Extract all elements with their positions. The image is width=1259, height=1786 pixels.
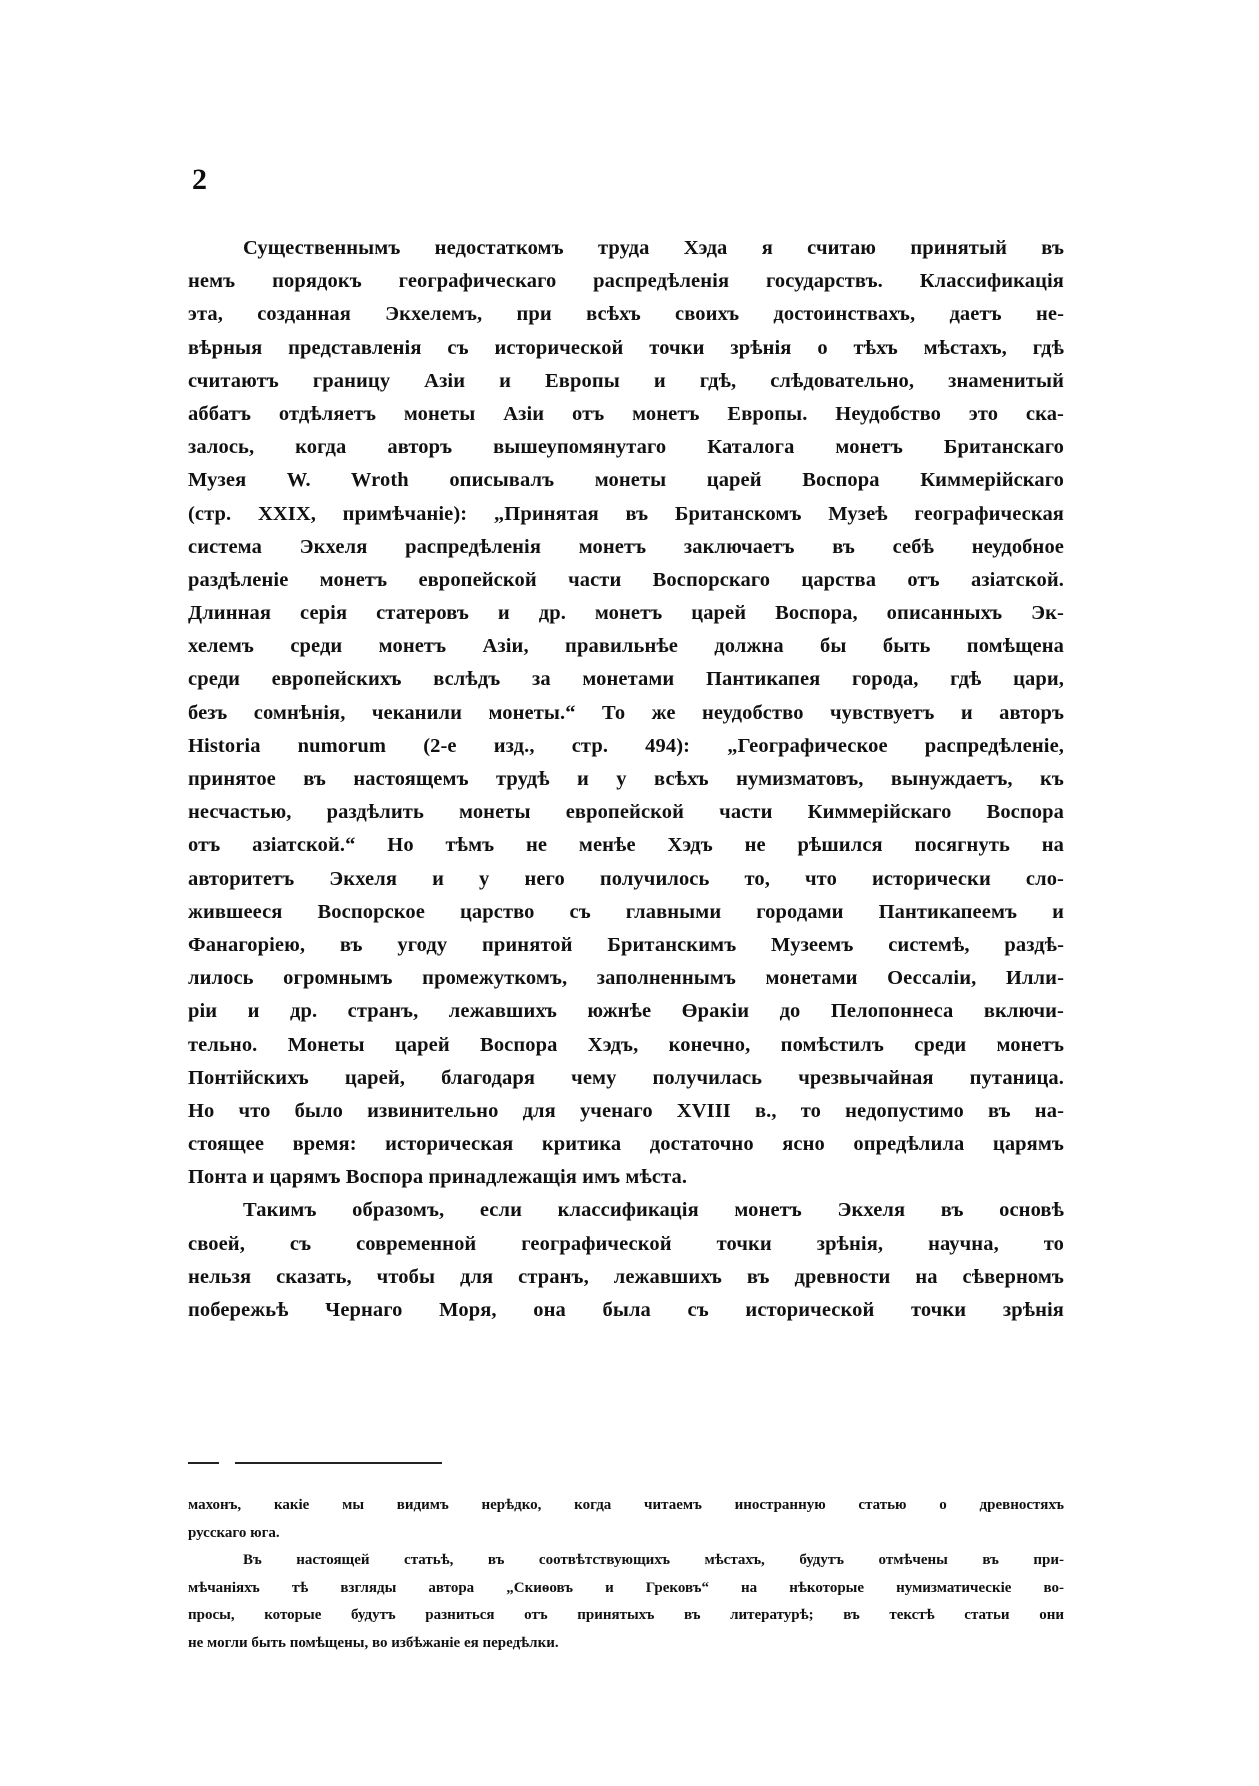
footnote-block	[188, 1492, 1064, 1658]
footnote-line: не могли быть помѣщены, во избѣжаніе ея передѣлки.	[188, 1634, 559, 1651]
text-line: жившееся Воспорское царство съ главными городами Пантикапеемъ и	[188, 900, 1064, 923]
text-line: система Экхеля распредѣленія монетъ заключаетъ въ себѣ неудобное	[188, 535, 1064, 558]
footnote-line: русскаго юга.	[188, 1524, 280, 1541]
text-line: хелемъ среди монетъ Азіи, правильнѣе должна бы быть помѣщена	[188, 635, 1064, 658]
text-line: ріи и др. странъ, лежавшихъ южнѣе Өракіи до Пелопоннеса включи-	[188, 1000, 1064, 1023]
text-line: побережьѣ Чернаго Моря, она была съ исторической точки зрѣнія	[188, 1299, 1064, 1321]
text-line: Музея W. Wroth описывалъ монеты царей Воспора Киммерійскаго	[188, 469, 1064, 492]
text-line: тельно. Монеты царей Воспора Хэдъ, конечно, помѣстилъ среди монетъ	[188, 1033, 1064, 1056]
page-number: 2	[192, 163, 207, 196]
text-line: Historia numorum (2-е изд., стр. 494): „Географическое распредѣленіе,	[188, 734, 1064, 757]
text-line: авторитетъ Экхеля и у него получилось то, что исторически сло-	[188, 867, 1064, 890]
text-line: среди европейскихъ вслѣдъ за монетами Пантикапея города, гдѣ цари,	[188, 668, 1064, 691]
text-line: залось, когда авторъ вышеупомянутаго Каталога монетъ Британскаго	[188, 436, 1064, 459]
text-line: принятое въ настоящемъ трудѣ и у всѣхъ нумизматовъ, вынуждаетъ, къ	[188, 768, 1064, 790]
text-line: немъ порядокъ географическаго распредѣленія государствъ. Классификація	[188, 270, 1064, 293]
text-line: нельзя сказать, чтобы для странъ, лежавшихъ въ древности на сѣверномъ	[188, 1265, 1064, 1288]
text-line: вѣрныя представленія съ исторической точки зрѣнія о тѣхъ мѣстахъ, гдѣ	[188, 336, 1064, 359]
footnote-line: Въ настоящей статьѣ, въ соотвѣтствующихъ мѣстахъ, будутъ отмѣчены въ при-	[243, 1552, 1064, 1569]
text-line: эта, созданная Экхелемъ, при всѣхъ своихъ достоинствахъ, даетъ не-	[188, 303, 1064, 326]
main-text-block	[188, 232, 1064, 1327]
footnote-divider-gap	[219, 1460, 235, 1466]
text-line: Фанагоріею, въ угоду принятой Британскимъ Музеемъ системѣ, раздѣ-	[188, 933, 1064, 956]
text-line: отъ азіатской.“ Но тѣмъ не менѣе Хэдъ не рѣшился посягнуть на	[188, 834, 1064, 857]
text-line: Но что было извинительно для ученаго XVIII в., то недопустимо въ на-	[188, 1099, 1064, 1122]
text-line: Существеннымъ недостаткомъ труда Хэда я считаю принятый въ	[243, 237, 1064, 259]
text-line: Понта и царямъ Воспора принадлежащія имъ мѣста.	[188, 1166, 688, 1189]
text-line: аббатъ отдѣляетъ монеты Азіи отъ монетъ Европы. Неудобство это ска-	[188, 402, 1064, 425]
footnote-line: махонъ, какіе мы видимъ нерѣдко, когда читаемъ иностранную статью о древностяхъ	[188, 1497, 1064, 1513]
text-line: Понтійскихъ царей, благодаря чему получилась чрезвычайная путаница.	[188, 1066, 1064, 1089]
text-line: своей, съ современной географической точки зрѣнія, научна, то	[188, 1232, 1064, 1255]
text-line: Длинная серія статеровъ и др. монетъ царей Воспора, описанныхъ Эк-	[188, 602, 1064, 625]
text-line: (стр. XXIX, примѣчаніе): „Принятая въ Британскомъ Музеѣ географическая	[188, 502, 1064, 525]
text-line: считаютъ границу Азіи и Европы и гдѣ, слѣдовательно, знаменитый	[188, 369, 1064, 392]
text-line: лилось огромнымъ промежуткомъ, заполненнымъ монетами Оессаліи, Илли-	[188, 967, 1064, 990]
text-line: Такимъ образомъ, если классификація монетъ Экхеля въ основѣ	[243, 1199, 1064, 1222]
text-line: стоящее время: историческая критика достаточно ясно опредѣлила царямъ	[188, 1133, 1064, 1156]
footnote-line: мѣчаніяхъ тѣ взгляды автора „Скиѳовъ и Грековъ“ на нѣкоторые нумизматическіе во-	[188, 1579, 1064, 1596]
text-line: несчастью, раздѣлить монеты европейской части Киммерійскаго Воспора	[188, 801, 1064, 824]
text-line: безъ сомнѣнія, чеканили монеты.“ То же неудобство чувствуетъ и авторъ	[188, 701, 1064, 724]
text-line: раздѣленіе монетъ европейской части Воспорскаго царства отъ азіатской.	[188, 568, 1064, 591]
footnote-line: просы, которые будутъ разниться отъ принятыхъ въ литературѣ; въ текстѣ статьи они	[188, 1607, 1064, 1624]
